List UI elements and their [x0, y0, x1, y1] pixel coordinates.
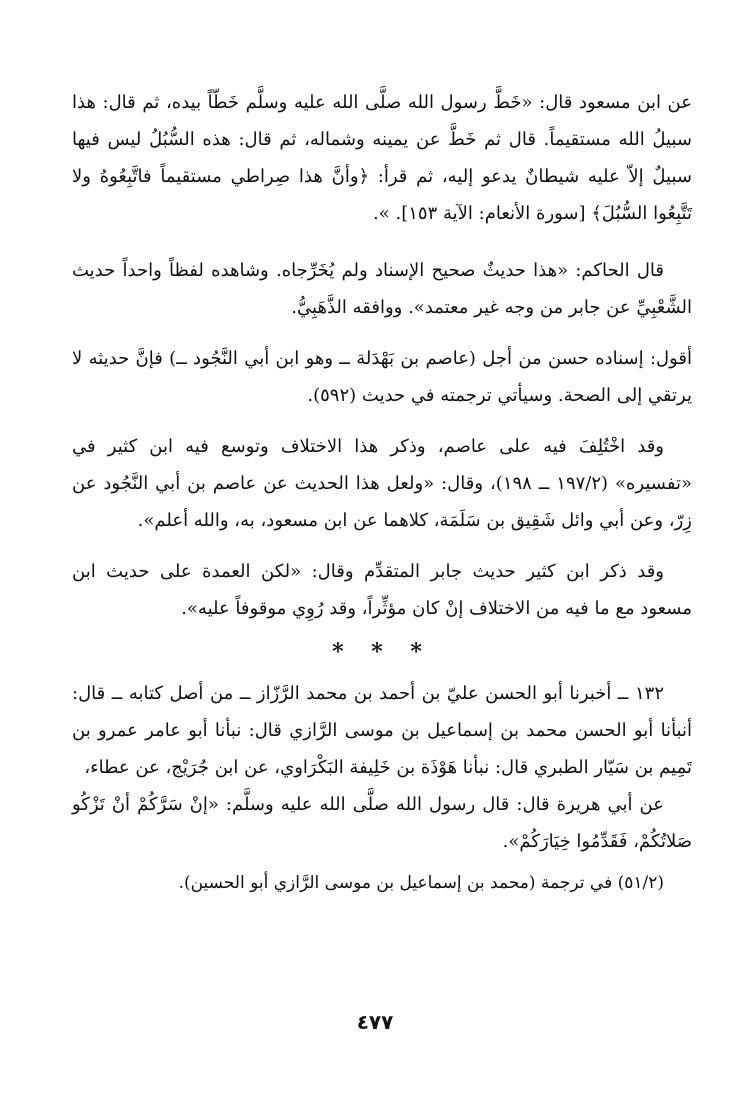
paragraph-author-note: أقول: إسناده حسن من أجل (عاصم بن بَهْدَلة ــ وهو ابن أبي النَّجُود ــ) فإنَّ حديثه لا يرتقي إلى الصحة. وسيأتي ترجمته في حديث (٥٩٢).: [72, 348, 692, 406]
paragraph-hadith-ibn-masud: عن ابن مسعود قال: «خَطَّ رسول الله صلَّى الله عليه وسلَّم خَطّاً بيده، ثم قال: هذا سبيلُ الله مستقيماً. قال ثم خَطَّ عن يمينه وشماله، ثم قال: هذه السُّبُلُ ليس فيها سبيلٌ إلاّ عليه شيطانٌ يدعو إليه، ثم قرأ: ﴿وأنَّ هذا صِراطي مستقيماً فاتَّبِعُوهُ ولا تَتَّبِعُوا السُّبُلَ﴾ [سورة الأنعام: الآية ١٥٣]. ».: [72, 92, 692, 224]
paragraph-ibn-kathir: وقد ذكر ابن كثير حديث جابر المتقدِّم وقال: «لكن العمدة على حديث ابن مسعود مع ما فيه من الاختلاف إنْ كان مؤثِّراً، وقد رُوِي موقوفاً عليه».: [72, 561, 692, 619]
paragraph-disagreement: وقد اخْتُلِفَ فيه على عاصم، وذكر هذا الاختلاف وتوسع فيه ابن كثير في «تفسيره» (١٩٧/٢ ــ ١٩٨)، وقال: «ولعل هذا الحديث عن عاصم بن أبي النَّجُود عن زِرّ، وعن أبي وائل شَقِيق بن سَلَمَة، كلاهما عن ابن مسعود، به، والله أعلم».: [72, 436, 692, 531]
paragraph-hadith-132-text: عن أبي هريرة قال: قال رسول الله صلَّى الله عليه وسلَّم: «إنْ سَرَّكُمْ أنْ تَزْكُو صَلاتُكُمْ، فَقَدِّمُوا خِيَارَكُمْ».: [72, 794, 692, 852]
section-divider: * * *: [332, 639, 432, 665]
page-body: [72, 84, 692, 900]
paragraph-hakim-comment: قال الحاكم: «هذا حديثٌ صحيح الإسناد ولم يُخَرِّجاه. وشاهده لفظاً واحداً حديث الشَّعْبِيِّ عن جابر من وجه غير معتمد». ووافقه الذَّهَبِيُّ.: [72, 260, 692, 318]
page-number: ٤٧٧: [356, 1010, 394, 1034]
footnote: (٥١/٢) في ترجمة (محمد بن إسماعيل بن موسى الرَّازي أبو الحسين).: [178, 873, 664, 893]
paragraph-hadith-132-chain: ١٣٢ ــ أخبرنا أبو الحسن عليّ بن أحمد بن محمد الرَّزّاز ــ من أصل كتابه ــ قال: أنبأنا أبو الحسن محمد بن إسماعيل بن موسى الرَّازي قال: نبأنا أبو عامر عمرو بن تَمِيم بن سَيّار الطبري قال: نبأنا هَوْذَة بن خَلِيفة البَكْرَاوي، عن ابن جُرَيْج، عن عطاء،: [72, 683, 692, 778]
